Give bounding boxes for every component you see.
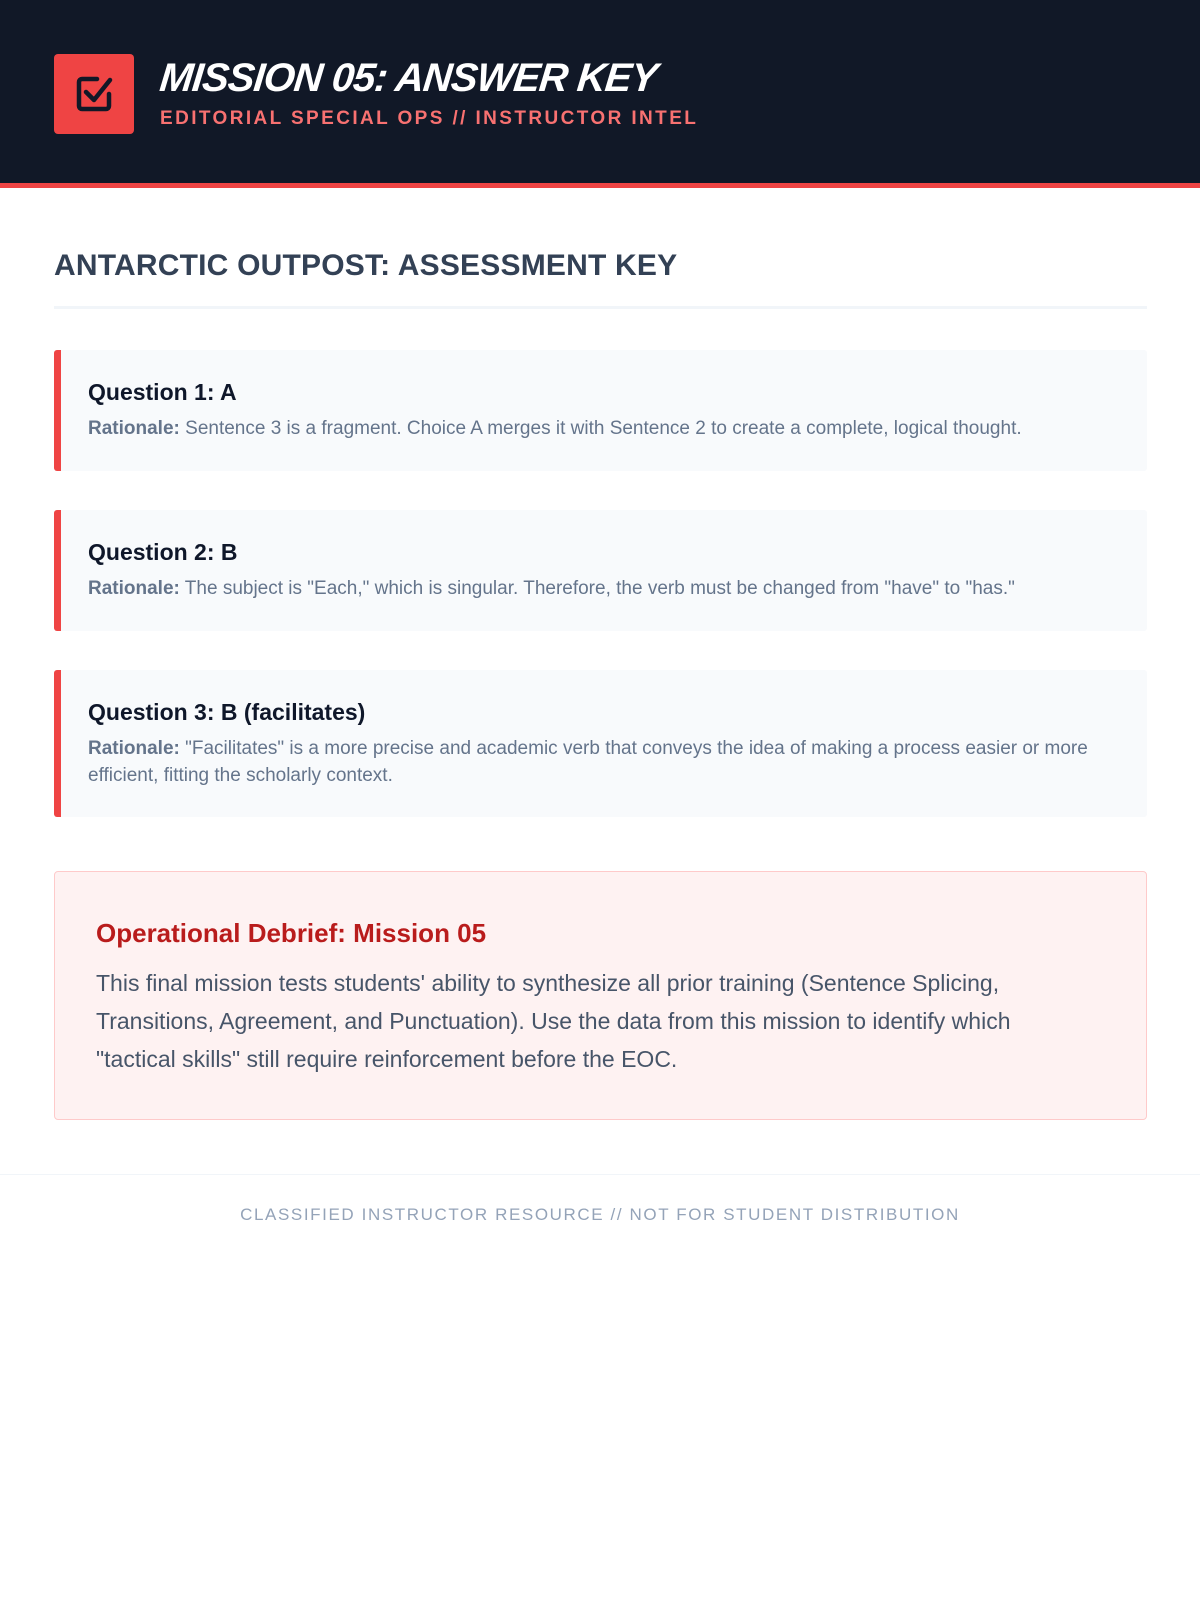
rationale-label: Rationale: — [88, 418, 180, 439]
header-banner — [0, 0, 1200, 188]
section-title: ANTARCTIC OUTPOST: ASSESSMENT KEY — [54, 249, 678, 282]
answer-card-3 — [54, 670, 1147, 817]
debrief-body: This final mission tests students' ability to synthesize all prior training (Sentence Splicing, Transitions, Agreement, and Punctuation). Use the data from this mission to identify which "tactical skills" still require reinforcement before the EOC. — [96, 970, 1011, 1072]
page-title: MISSION 05: ANSWER KEY — [157, 56, 659, 100]
section-divider — [54, 306, 1147, 309]
footer-note: CLASSIFIED INSTRUCTOR RESOURCE // NOT FOR STUDENT DISTRIBUTION — [240, 1205, 960, 1224]
debrief-panel — [54, 871, 1147, 1120]
rationale-label: Rationale: — [88, 578, 180, 599]
checkbox-checked-icon — [70, 70, 118, 118]
rationale-label: Rationale: — [88, 738, 180, 759]
answer-card-2 — [54, 510, 1147, 631]
page-subtitle: EDITORIAL SPECIAL OPS // INSTRUCTOR INTEL — [160, 108, 699, 129]
answer-rationale — [88, 735, 1107, 789]
footer-divider — [0, 1174, 1200, 1175]
answer-rationale — [88, 575, 1107, 602]
rationale-text: Sentence 3 is a fragment. Choice A merges it with Sentence 2 to create a complete, logical thought. — [185, 418, 1022, 439]
answer-question: Question 1: A — [88, 379, 237, 405]
answer-question: Question 2: B — [88, 539, 238, 565]
debrief-title: Operational Debrief: Mission 05 — [96, 918, 487, 948]
rationale-text: The subject is "Each," which is singular. Therefore, the verb must be changed from "have" to "has." — [184, 578, 1015, 599]
logo — [54, 54, 134, 134]
answer-rationale — [88, 415, 1107, 442]
answer-question: Question 3: B (facilitates) — [88, 699, 366, 725]
answer-card-1 — [54, 350, 1147, 471]
rationale-text: "Facilitates" is a more precise and academic verb that conveys the idea of making a process easier or more efficient, fitting the scholarly context. — [88, 738, 1088, 786]
